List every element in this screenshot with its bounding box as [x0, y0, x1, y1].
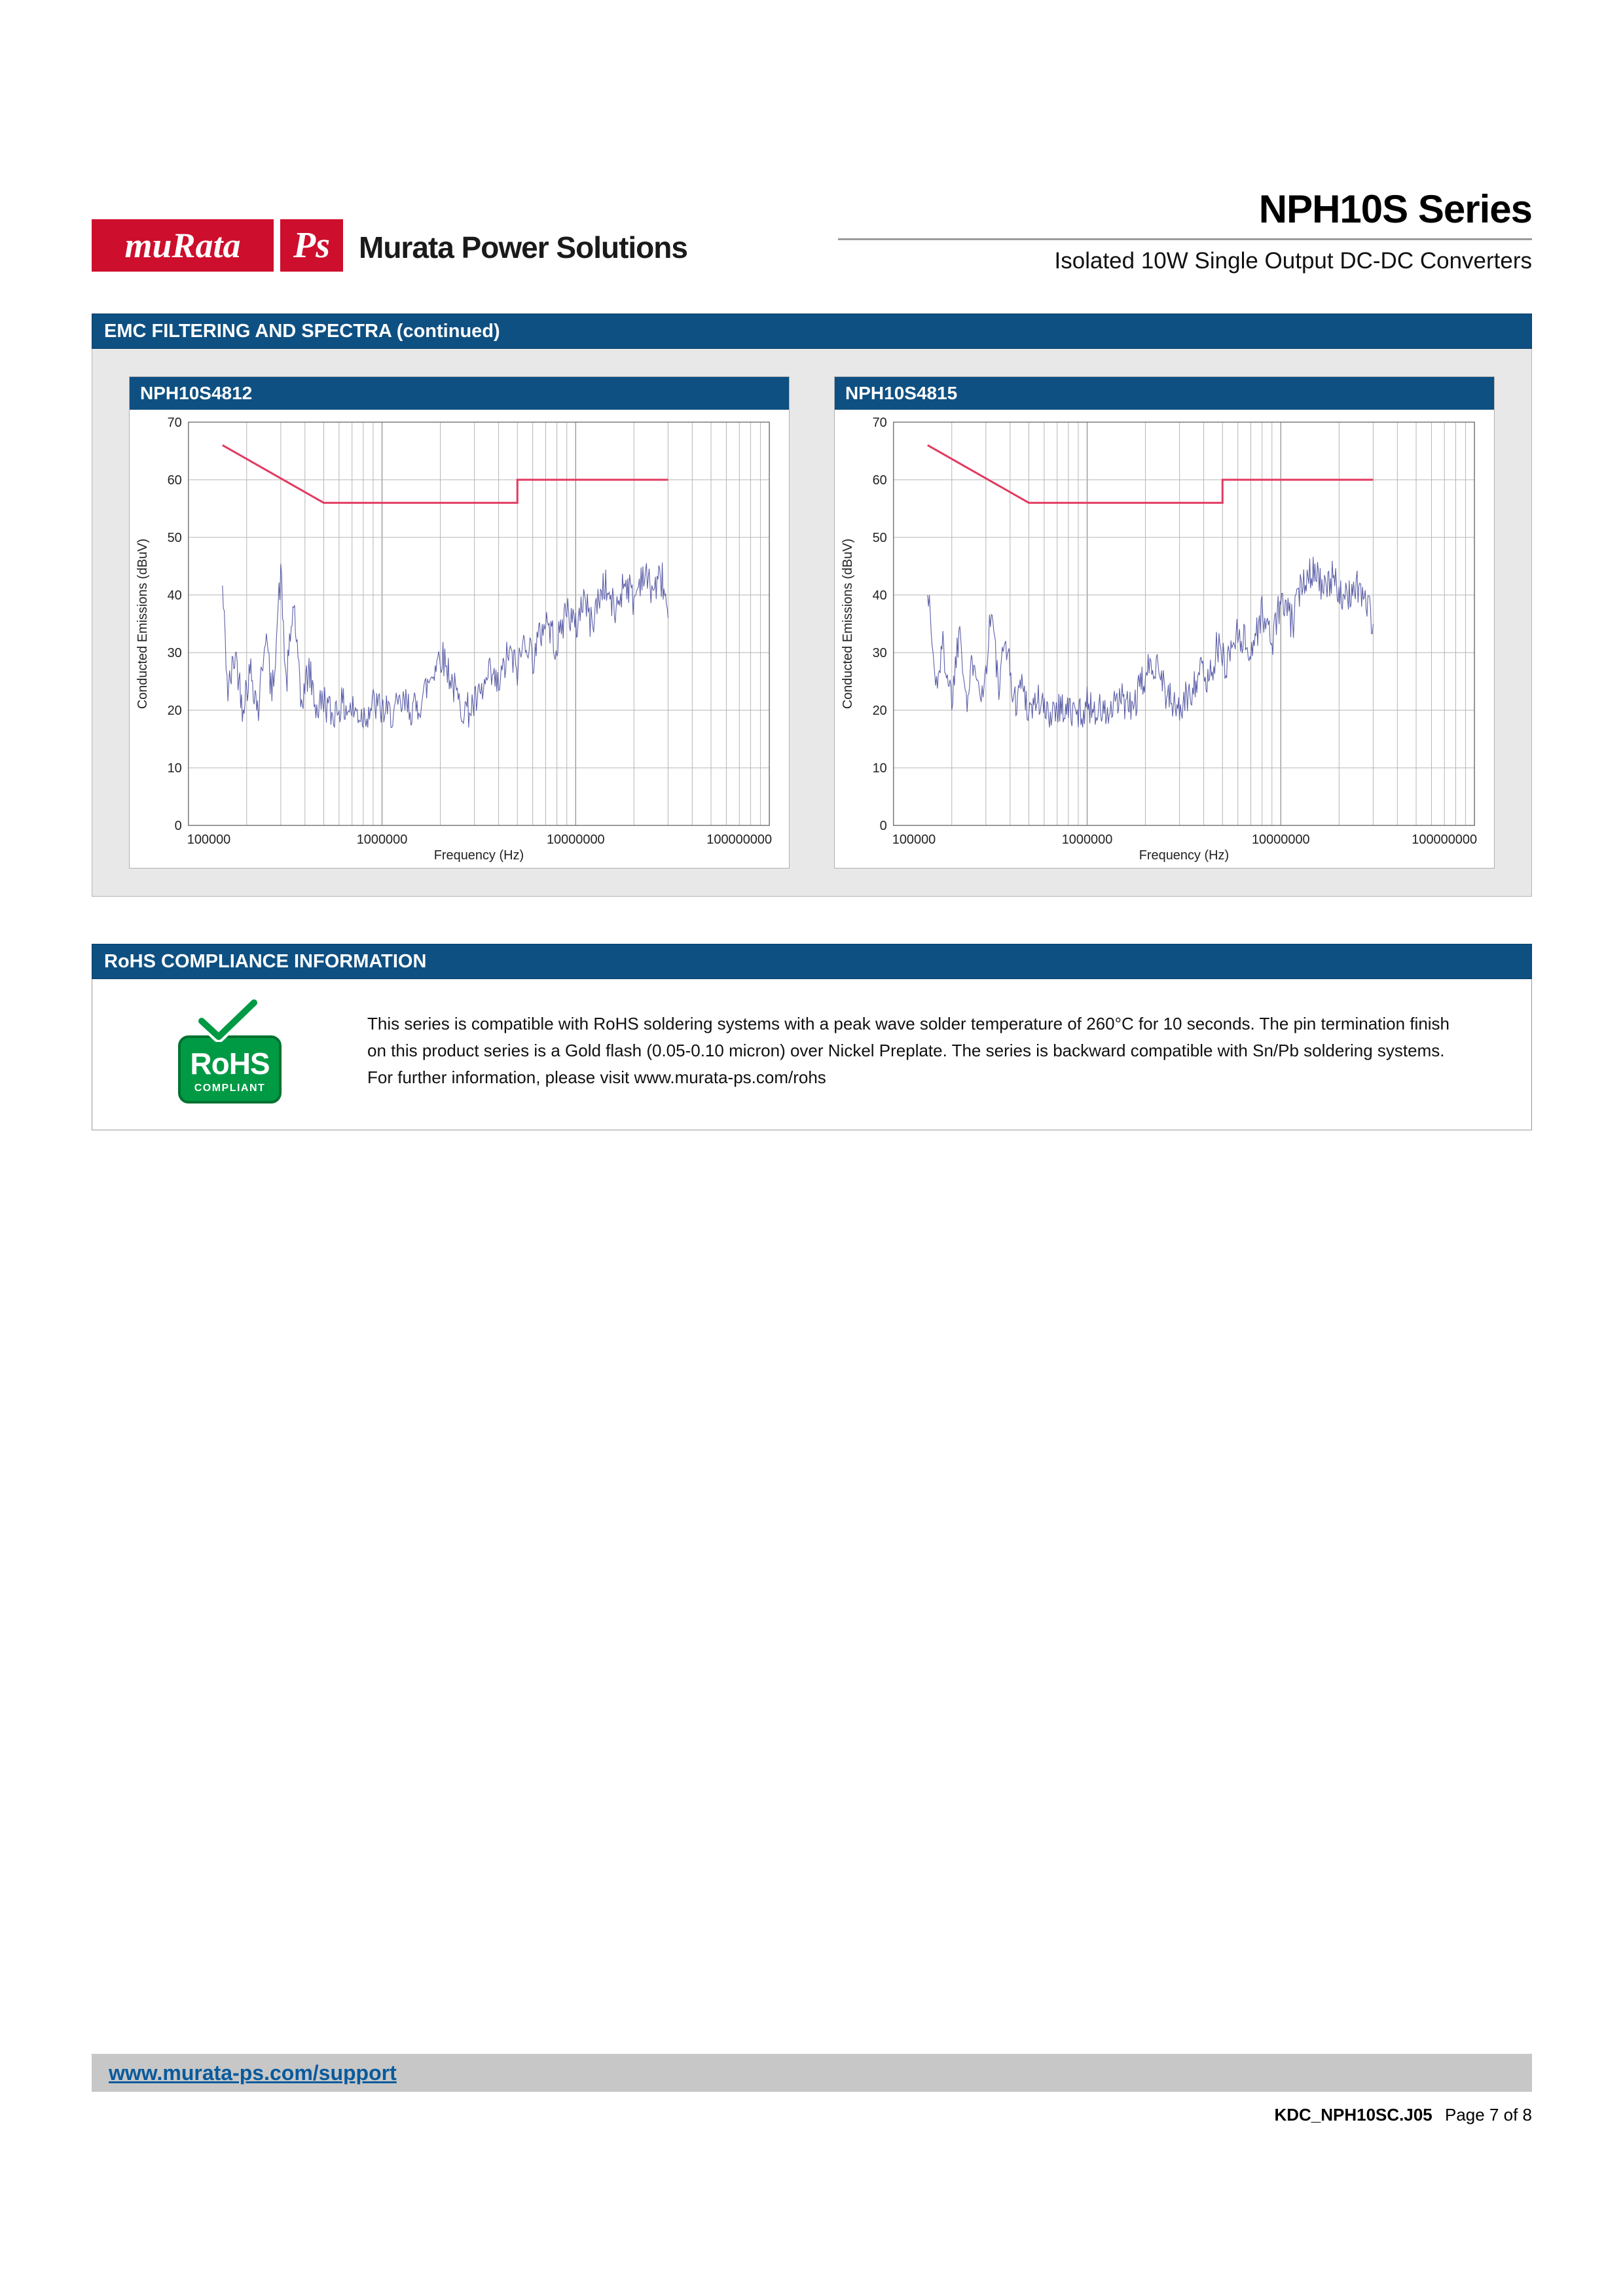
svg-text:100000: 100000 [187, 833, 231, 848]
rohs-badge-title: RoHS [190, 1047, 270, 1081]
svg-text:20: 20 [167, 704, 182, 719]
rohs-section [92, 944, 1532, 1130]
emc-section-title: EMC FILTERING AND SPECTRA (continued) [104, 320, 500, 342]
rohs-compliant-logo [178, 1022, 282, 1103]
svg-text:Frequency (Hz): Frequency (Hz) [433, 848, 524, 863]
svg-text:Conducted Emissions (dBuV): Conducted Emissions (dBuV) [135, 538, 150, 709]
svg-text:1000000: 1000000 [1061, 833, 1113, 848]
chart-panel-nph10s4812 [129, 376, 790, 869]
rohs-body-text [367, 1005, 1450, 1091]
support-link[interactable]: www.murata-ps.com/support [109, 2060, 397, 2085]
chart-title-nph10s4812: NPH10S4812 [130, 377, 789, 410]
svg-text:60: 60 [872, 473, 887, 488]
rohs-text-line-2: on this product series is a Gold flash (0.05-0.10 micron) over Nickel Preplate. The series is backward compatible with Sn/Pb soldering systems. [367, 1041, 1445, 1060]
svg-text:10: 10 [167, 761, 182, 776]
svg-text:10000000: 10000000 [546, 833, 605, 848]
svg-text:30: 30 [872, 646, 887, 661]
rohs-text-line-3: For further information, please visit www.murata-ps.com/rohs [367, 1067, 826, 1087]
rohs-text-line-1: This series is compatible with RoHS soldering systems with a peak wave solder temperature of 260°C for 10 seconds. The pin termination finish [367, 1014, 1450, 1033]
rohs-logo-wrap [92, 1005, 367, 1103]
ps-logo-text: Ps [293, 225, 330, 266]
svg-text:0: 0 [174, 819, 182, 834]
svg-text:100000: 100000 [892, 833, 936, 848]
rohs-badge-subtitle: COMPLIANT [194, 1083, 266, 1094]
title-divider [838, 238, 1532, 240]
chart-title-nph10s4815: NPH10S4815 [835, 377, 1494, 410]
ps-logo [280, 219, 343, 272]
svg-text:30: 30 [167, 646, 182, 661]
check-icon [196, 999, 259, 1042]
svg-text:10: 10 [872, 761, 887, 776]
svg-text:40: 40 [872, 588, 887, 603]
murata-logo-text: muRata [124, 226, 241, 265]
svg-text:60: 60 [167, 473, 182, 488]
svg-text:10000000: 10000000 [1251, 833, 1310, 848]
chart-panel-nph10s4815 [834, 376, 1495, 869]
doc-code: KDC_NPH10SC.J05 [1274, 2105, 1432, 2125]
page-title: NPH10S Series [1258, 187, 1532, 231]
header [92, 187, 1532, 276]
section-header-rohs [92, 944, 1532, 979]
svg-text:100000000: 100000000 [1412, 833, 1478, 848]
svg-text:70: 70 [872, 415, 887, 430]
rohs-section-title: RoHS COMPLIANCE INFORMATION [104, 950, 427, 972]
footer-doc-line [1274, 2105, 1532, 2125]
svg-text:Frequency (Hz): Frequency (Hz) [1139, 848, 1230, 863]
svg-text:70: 70 [167, 415, 182, 430]
svg-text:50: 50 [167, 531, 182, 546]
page-content [0, 0, 1623, 1130]
emc-chart-nph10s4812 [130, 410, 789, 868]
logo-row [92, 219, 687, 276]
rohs-section-body [92, 979, 1532, 1130]
murata-logo [92, 219, 274, 272]
company-name: Murata Power Solutions [359, 230, 687, 264]
svg-text:1000000: 1000000 [356, 833, 408, 848]
svg-text:40: 40 [167, 588, 182, 603]
svg-text:100000000: 100000000 [706, 833, 773, 848]
title-block [838, 187, 1532, 276]
page-number: Page 7 of 8 [1445, 2105, 1532, 2125]
svg-text:Conducted Emissions (dBuV): Conducted Emissions (dBuV) [840, 538, 855, 709]
page-subtitle: Isolated 10W Single Output DC-DC Converters [1054, 248, 1532, 274]
svg-text:50: 50 [872, 531, 887, 546]
emc-chart-nph10s4815 [835, 410, 1494, 868]
svg-text:20: 20 [872, 704, 887, 719]
rohs-badge [178, 1035, 282, 1103]
svg-text:0: 0 [879, 819, 887, 834]
emc-section [92, 314, 1532, 897]
emc-section-body [92, 349, 1532, 897]
footer-bar [92, 2054, 1532, 2092]
section-header-emc [92, 314, 1532, 349]
